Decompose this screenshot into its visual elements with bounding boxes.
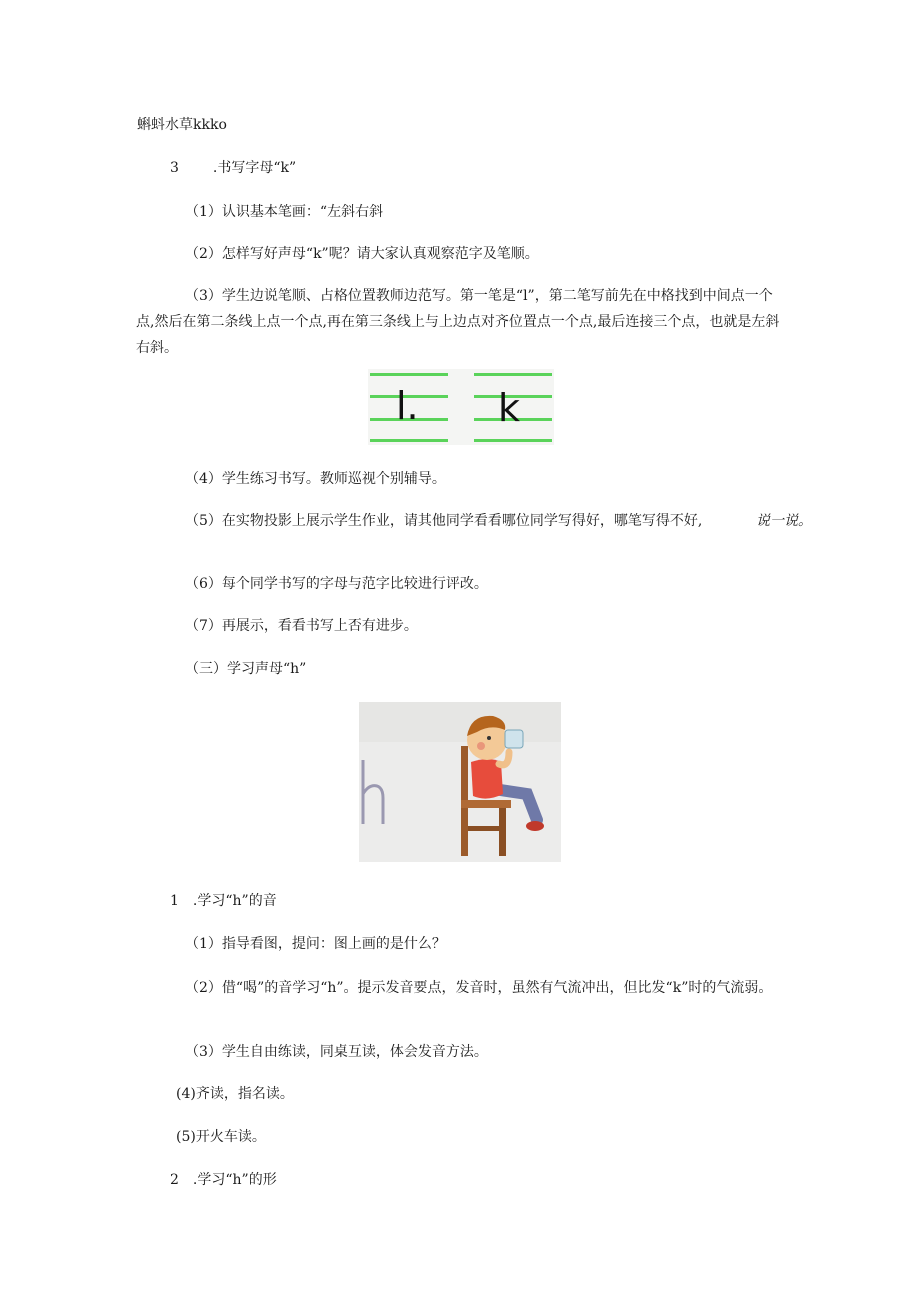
top-line: 蝌蚪水草kkko <box>137 117 227 133</box>
section-title: .学习“h”的形 <box>192 1172 277 1188</box>
glyph-k: k <box>498 386 521 430</box>
part-3-heading: （三）学习声母“h” <box>185 661 307 677</box>
section-number: 3 <box>170 160 179 176</box>
section-3-heading <box>170 159 296 177</box>
section-number: 2 <box>170 1172 179 1188</box>
step-3: （3）学生边说笔顺、占格位置教师边范写。第一笔是“l”，第二笔写前先在中格找到中间点一个点,然后在第二条线上点一个点,再在第三条线上与上边点对齐位置点一个点,最后连接三个点，也就是左斜右斜。 <box>136 288 780 356</box>
step-2: （2）怎样写好声母“k”呢？请大家认真观察范字及笔顺。 <box>185 246 539 262</box>
step-5-line-1-tail <box>756 512 812 530</box>
h-step-3: （3）学生自由练读，同桌互读，体会发音方法。 <box>185 1044 488 1060</box>
step-5-line-1: （5）在实物投影上展示学生作业，请其他同学看看哪位同学写得好，哪笔写得不好, <box>185 513 703 529</box>
step-7: （7）再展示，看看书写上否有进步。 <box>185 618 418 634</box>
h-step-1: （1）指导看图，提问：图上画的是什么？ <box>185 936 446 952</box>
h-step-4: (4)齐读，指名读。 <box>176 1086 294 1102</box>
h-step-2: （2）借“喝”的音学习“h”。提示发音要点，发音时，虽然有气流冲出，但比发“k”时的气流弱。 <box>185 980 773 996</box>
section-title: .学习“h”的音 <box>192 893 277 909</box>
glyph-l: l. <box>396 384 419 428</box>
child-on-chair-illustration <box>359 702 561 862</box>
writing-grid-figure <box>368 369 554 445</box>
illustration-child-chair <box>359 702 561 862</box>
step-6: （6）每个同学书写的字母与范字比较进行评改。 <box>185 576 488 592</box>
step-4: （4）学生练习书写。教师巡视个别辅导。 <box>185 471 446 487</box>
h-step-5: (5)开火车读。 <box>176 1129 266 1145</box>
italic-text: 说一说。 <box>756 513 812 529</box>
writing-grid-right <box>474 369 552 445</box>
section-number: 1 <box>170 893 179 909</box>
h-section-2-heading <box>170 1171 277 1189</box>
h-section-1-heading <box>170 892 277 910</box>
writing-grid-left <box>370 369 448 445</box>
step-1: （1）认识基本笔画：“左斜右斜 <box>185 204 384 220</box>
section-title: .书写字母“k” <box>212 160 297 176</box>
